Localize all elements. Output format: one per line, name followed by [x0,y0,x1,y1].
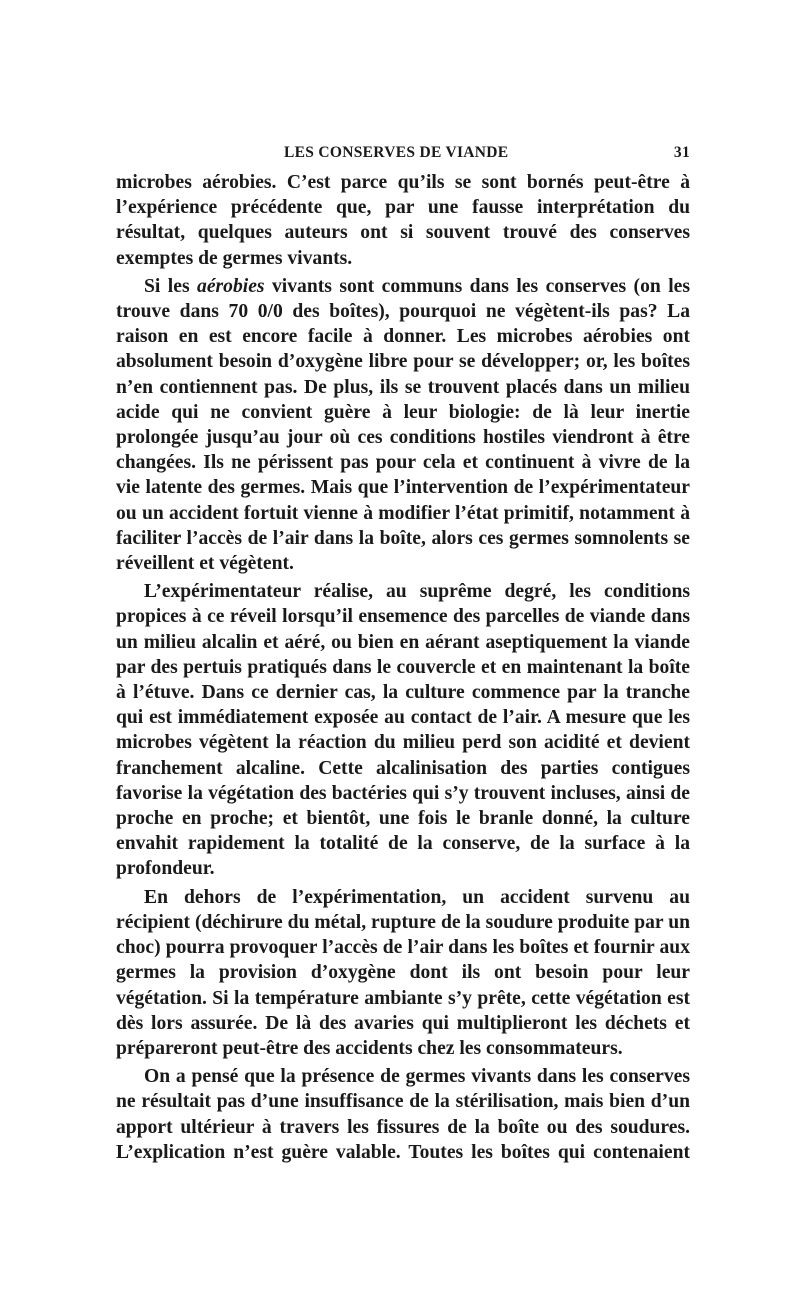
paragraph-4: En dehors de l’expérimentation, un accident survenu au récipient (déchirure du métal, rupture de la soudure produite par un choc) pourra provoquer l’accès de l’air dans les boîtes et fournir aux germes la provision d’oxygène dont ils ont besoin pour leur végétation. Si la température ambiante s’y prête, cette végétation est dès lors assurée. De là des avaries qui multiplieront les déchets et prépareront peut-être des accidents chez les consommateurs. [116,886,690,1059]
page-header [116,144,690,170]
running-title: LES CONSERVES DE VIANDE [284,144,509,161]
paragraph-3: L’expérimentateur réalise, au suprême degré, les conditions propices à ce réveil lorsqu’il ensemence des parcelles de viande dans un milieu alcalin et aéré, ou bien en aérant aseptiquement la viande par des pertuis pratiqués dans le couvercle et en maintenant la boîte à l’étuve. Dans ce dernier cas, la culture commence par la tranche qui est immédiatement exposée au contact de l’air. A mesure que les microbes végètent la réaction du milieu perd son acidité et devient franchement alcaline. Cette alcalinisation des parties contigues favorise la végétation des bactéries qui s’y trouvent incluses, ainsi de proche en proche; et bientôt, une fois le branle donné, la culture envahit rapidement la totalité de la conserve, de la surface à la profondeur. [116,581,690,880]
page-number: 31 [673,144,690,161]
italic-term-aerobies: aérobies [197,275,265,297]
paragraph-2 [116,274,690,576]
paragraph-5: On a pensé que la présence de germes vivants dans les conserves ne résultait pas d’une insuffisance de la stérilisation, mais bien d’un apport ultérieur à travers les fissures de la boîte ou des soudures. L’explication n’est guère valable. Toutes les boîtes qui contenaient [116,1066,690,1163]
paragraph-1: microbes aérobies. C’est parce qu’ils se sont bornés peut-être à l’expérience précédente que, par une fausse interprétation du résultat, quelques auteurs ont si souvent trouvé des conserves exemptes de germes vivants. [116,172,690,269]
body-text [116,170,690,1165]
book-page [116,144,690,1165]
paragraph-2-rest: vivants sont communs dans les conserves (on les trouve dans 70 0/0 des boîtes), pourquoi ne végètent-ils pas? La raison en est encore facile à donner. Les microbes aérobies ont absolument besoin d’oxygène libre pour se développer; or, les boîtes n’en contiennent pas. De plus, ils se trouvent placés dans un milieu acide qui ne convient guère à leur biologie: de là leur inertie prolongée jusqu’au jour où ces conditions hostiles viendront à être changées. Ils ne périssent pas pour cela et continuent à vivre de la vie latente des germes. Mais que l’intervention de l’expérimentateur ou un accident fortuit vienne à modifier l’état primitif, notamment à faciliter l’accès de l’air dans la boîte, alors ces germes somnolents se réveillent et végètent. [116,275,691,575]
paragraph-2-start: Si les [144,275,198,297]
